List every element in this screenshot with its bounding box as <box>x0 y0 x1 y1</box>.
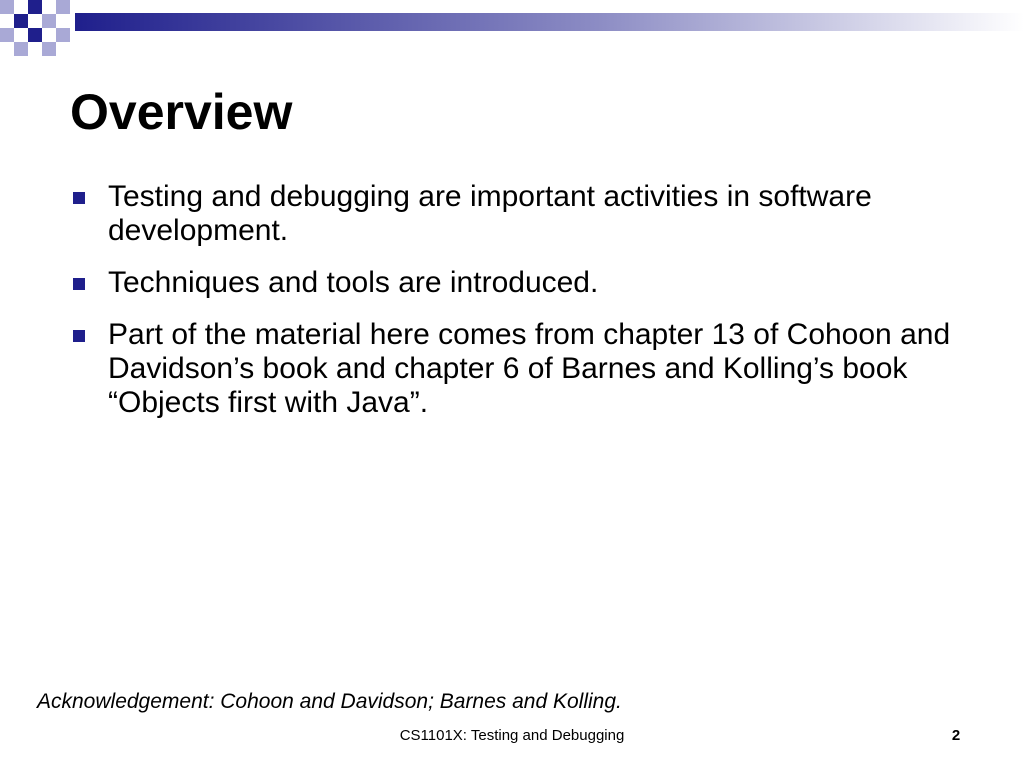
bullet-item <box>70 180 970 248</box>
page-number: 2 <box>951 727 961 744</box>
bullet-text: Testing and debugging are important activities in software development. <box>108 180 872 247</box>
square-bullet-icon <box>73 278 85 290</box>
acknowledgement-text: Acknowledgement: Cohoon and Davidson; Barnes and Kolling. <box>37 690 622 713</box>
square-bullet-icon <box>73 192 85 204</box>
slide-title: Overview <box>70 84 293 140</box>
bullet-item <box>70 318 970 420</box>
decorative-header-bar <box>0 0 1024 46</box>
bullet-item <box>70 266 970 300</box>
square-bullet-icon <box>73 330 85 342</box>
bullet-list <box>70 180 970 438</box>
footer-course-title: CS1101X: Testing and Debugging <box>399 727 625 744</box>
bullet-text: Techniques and tools are introduced. <box>108 266 599 299</box>
checker-gradient-graphic <box>0 0 1024 62</box>
bullet-text: Part of the material here comes from chapter 13 of Cohoon and Davidson’s book and chapter 6 of Barnes and Kolling’s book “Objects first with Java”. <box>108 318 951 419</box>
